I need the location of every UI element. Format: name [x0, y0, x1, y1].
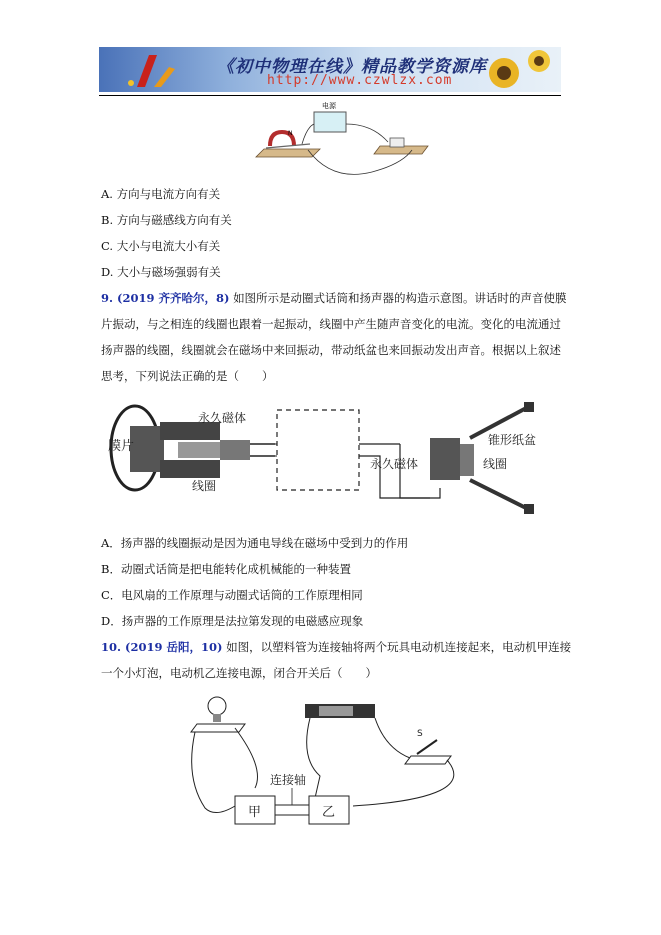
banner-title: 《初中物理在线》精品教学资源库 [217, 57, 487, 77]
label-shaft: 连接轴 [270, 773, 307, 787]
switch-icon [417, 740, 437, 754]
label-magnet-right: 永久磁体 [370, 457, 419, 471]
banner-url: http://www.czwlzx.com [267, 73, 453, 88]
bulb-icon [208, 697, 226, 715]
power-supply-label: 电源 [322, 102, 336, 110]
q10-line-2: 一个小灯泡，电动机乙连接电源，闭合开关后（ ） [101, 666, 377, 680]
q9-number: 9. (2019 齐齐哈尔，8) [101, 291, 230, 305]
label-coil-right: 线圈 [483, 457, 508, 471]
magnet-pole-label: N [288, 130, 293, 137]
q9-option-c: C．电风扇的工作原理与动圈式话筒的工作原理相同 [101, 588, 363, 602]
header-banner [99, 47, 561, 92]
figure-microphone-speaker [100, 398, 558, 518]
label-magnet-left: 永久磁体 [198, 411, 247, 425]
switch-icon [390, 138, 404, 147]
label-diaphragm: 膜片 [108, 439, 135, 454]
q9-line-2: 片振动，与之相连的线圈也跟着一起振动，线圈中产生随声音变化的电流。变化的电流通过 [101, 317, 561, 331]
label-coil-left: 线圈 [192, 479, 217, 493]
q9-line-3: 扬声器的线圈，线圈就会在磁场中来回振动，带动纸盆也来回振动发出声音。根据以上叙述 [101, 343, 561, 357]
header-rule [99, 95, 561, 96]
q8-option-a: A. 方向与电流方向有关 [101, 187, 221, 201]
power-supply-icon [314, 112, 346, 132]
q9-option-d: D．扬声器的工作原理是法拉第发现的电磁感应现象 [101, 614, 364, 628]
q8-option-d: D. 大小与磁场强弱有关 [101, 265, 221, 279]
q8-option-b: B. 方向与磁感线方向有关 [101, 213, 232, 227]
q8-option-c: C. 大小与电流大小有关 [101, 239, 221, 253]
label-switch: S [417, 729, 423, 739]
label-motor-a: 甲 [248, 805, 262, 820]
shaft [275, 805, 309, 815]
q10-line-1: 10. (2019 岳阳，10) 如图，以塑料管为连接轴将两个玩具电动机连接起来，电动机甲连接 [101, 640, 572, 654]
q9-line-4: 思考，下列说法正确的是（ ） [101, 369, 274, 383]
q10-number: 10. (2019 岳阳，10) [101, 640, 223, 654]
q9-option-b: B．动圈式话筒是把电能转化成机械能的一种装置 [101, 562, 351, 576]
figure-electromagnet-experiment [252, 102, 432, 180]
q9-line-1: 9. (2019 齐齐哈尔，8) 如图所示是动圈式话筒和扬声器的构造示意图。讲话时的声音使膜 [101, 291, 567, 305]
label-cone: 锥形纸盆 [488, 433, 537, 447]
figure-motors-shaft [185, 688, 485, 833]
label-motor-b: 乙 [322, 805, 336, 820]
q9-option-a: A．扬声器的线圈振动是因为通电导线在磁场中受到力的作用 [101, 536, 409, 550]
